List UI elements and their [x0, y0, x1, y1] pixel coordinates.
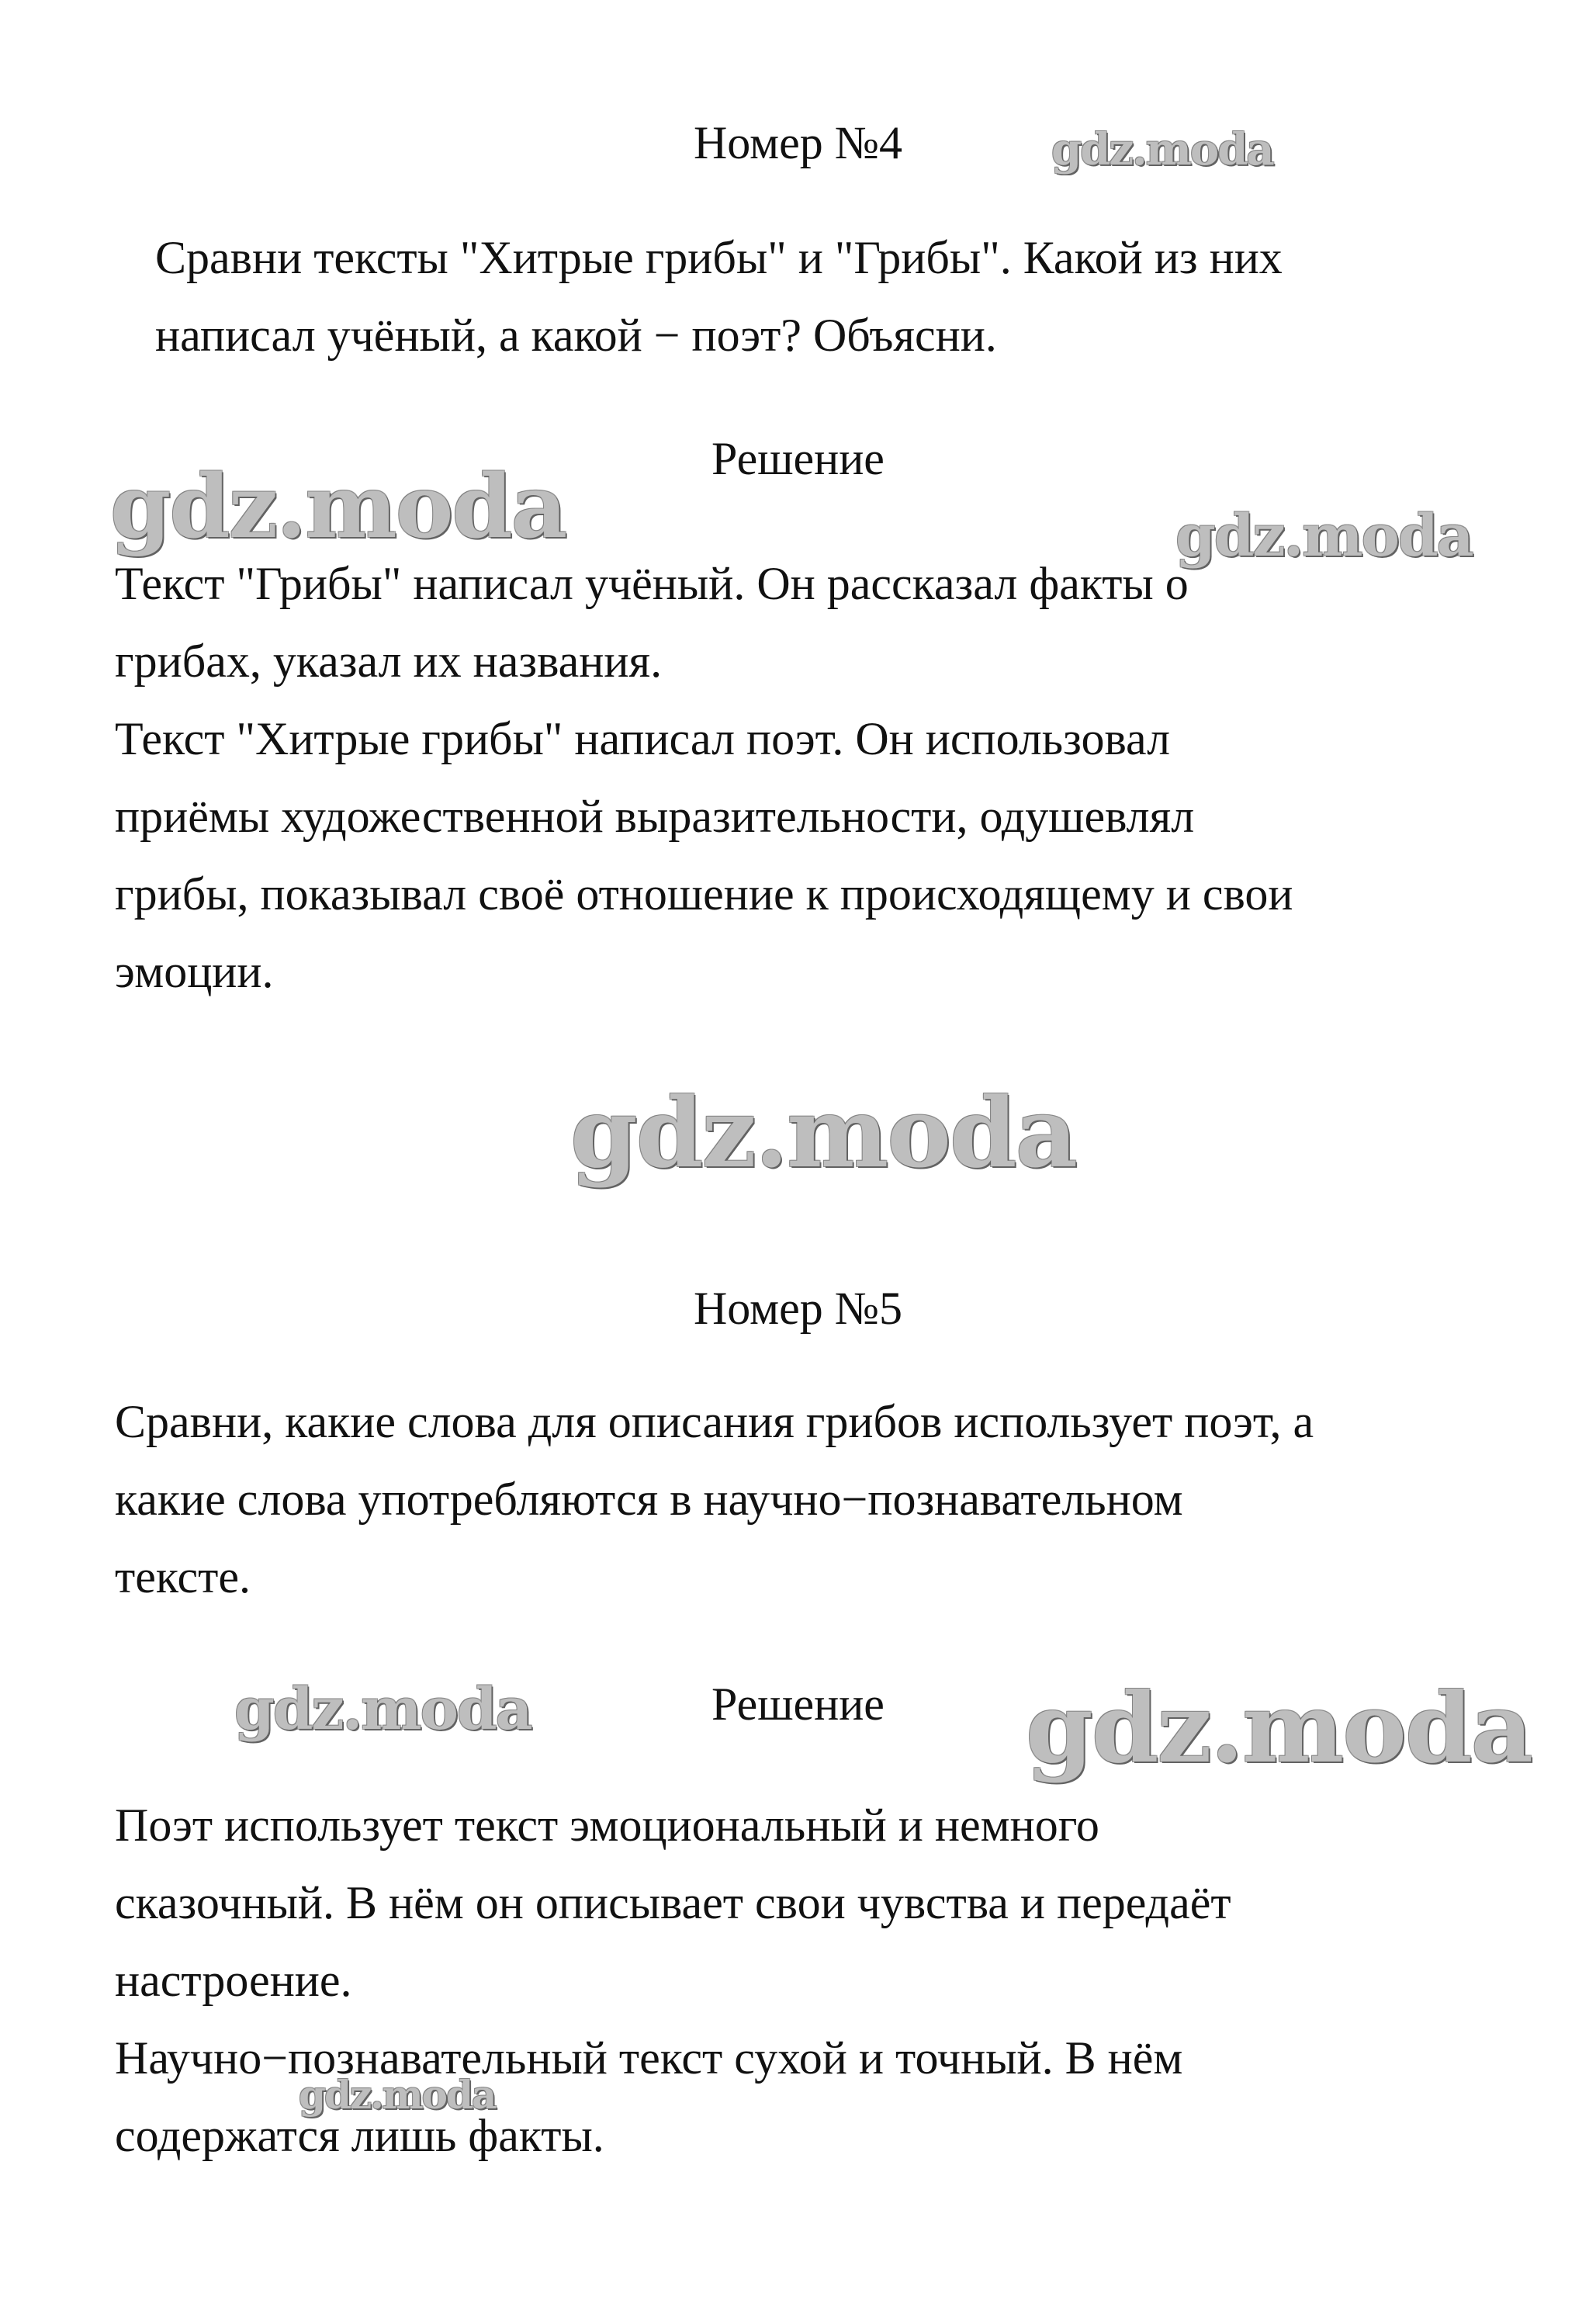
- watermark: gdz.moda: [1051, 124, 1273, 175]
- task5-question-line: тексте.: [115, 1551, 251, 1602]
- task4-answer-line: приёмы художественной выразительности, одушевлял: [115, 791, 1195, 842]
- task5-answer-line: сказочный. В нём он описывает свои чувства и передаёт: [115, 1877, 1231, 1928]
- watermark: gdz.moda: [234, 1676, 531, 1743]
- task5-question-line: какие слова употребляются в научно−познавательном: [115, 1474, 1183, 1525]
- task5-answer-line: Поэт использует текст эмоциональный и немного: [115, 1800, 1099, 1851]
- task4-answer-line: грибах, указал их названия.: [115, 636, 663, 687]
- watermark: gdz.moda: [1026, 1672, 1532, 1785]
- task4-question-line: написал учёный, а какой − поэт? Объясни.: [155, 310, 997, 361]
- task4-answer-line: эмоции.: [115, 946, 274, 997]
- task4-answer-line: грибы, показывал своё отношение к происходящему и свои: [115, 868, 1293, 920]
- watermark: gdz.moda: [570, 1077, 1076, 1190]
- task4-solution-heading: Решение: [711, 433, 885, 484]
- watermark: gdz.moda: [110, 456, 566, 558]
- task5-question-line: Сравни, какие слова для описания грибов использует поэт, а: [115, 1396, 1314, 1447]
- task4-question: [155, 219, 1283, 374]
- task4-answer-line: Текст "Грибы" написал учёный. Он рассказал факты о: [115, 558, 1189, 609]
- task4-answer: [115, 545, 1293, 1010]
- task5-answer-line: содержатся лишь факты.: [115, 2110, 604, 2161]
- task5-solution-heading: Решение: [711, 1678, 885, 1730]
- task4-answer-line: Текст "Хитрые грибы" написал поэт. Он использовал: [115, 713, 1171, 764]
- watermark: gdz.moda: [299, 2072, 496, 2118]
- task5-answer: [115, 1786, 1231, 2174]
- task5-question: [115, 1383, 1314, 1616]
- task5-answer-line: настроение.: [115, 1955, 352, 2006]
- task5-answer-line: Научно−познавательный текст сухой и точный. В нём: [115, 2032, 1183, 2084]
- task4-title: Номер №4: [693, 117, 903, 168]
- task4-question-line: Сравни тексты "Хитрые грибы" и "Грибы". Какой из них: [155, 232, 1283, 283]
- watermark: gdz.moda: [1175, 503, 1473, 570]
- task5-title: Номер №5: [693, 1283, 903, 1334]
